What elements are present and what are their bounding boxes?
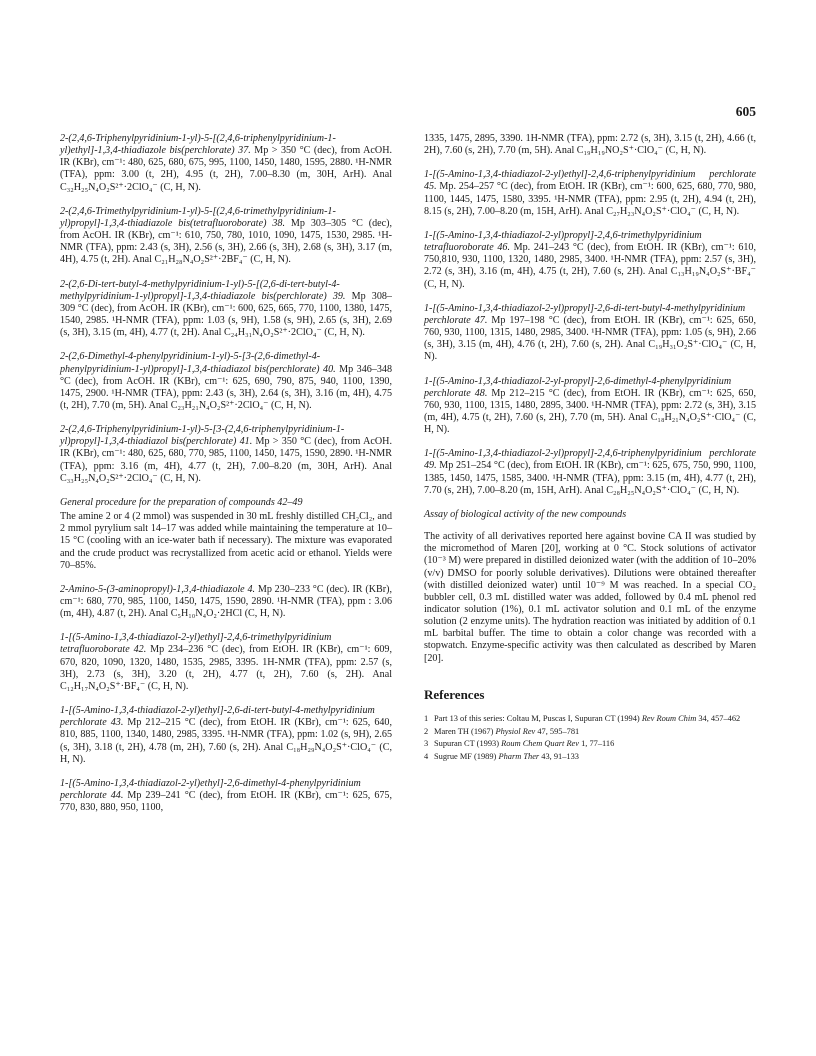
compound-name: 1-[(5-Amino-1,3,4-thiadiazol-2-yl-propyl]-2,6-dimethyl-4-phenylpyridinium perchlorate 48. [424, 375, 732, 399]
compound-entry [60, 705, 392, 766]
compound-name: 2-Amino-5-(3-aminopropyl)-1,3,4-thiadiazole 4. [60, 583, 256, 595]
assay-heading: Assay of biological activity of the new compounds [424, 508, 627, 520]
compound-data: Mp 308–309 °C (dec), from AcOH. IR (KBr), cm⁻¹: 600, 625, 665, 770, 1100, 1380, 1475, 1540, 2985. ¹H-NMR (TFA), ppm: 1.03 (s, 9H), 1.58 (s, 9H), 2.65 (s, 3H), 2.69 (s, 3H), 3.15 (m, 4H), 4.77 (t, 2H). Anal C₂₄H₃₁N₄O₂S²⁺·2ClO₄⁻ (C, H, N). [60, 290, 392, 339]
compound-data: Mp 230–233 °C (dec). IR (KBr), cm⁻¹: 680, 770, 985, 1100, 1450, 1475, 1590, 2890. ¹H-NMR (TFA), ppm : 3.06 (m, 4H), 4.87 (t, 2H). Anal C₅H₁₀N₄O₂·2HCl (C, H, N). [60, 583, 392, 620]
compound-list-b [60, 584, 392, 815]
reference-authors: Sugrue MF (1989) [434, 751, 499, 761]
reference-journal: Rev Roum Chim [641, 713, 697, 723]
compound-entry [424, 448, 756, 497]
reference-item [424, 738, 756, 750]
compound-entry [60, 206, 392, 267]
compound-data: Mp > 350 °C (dec), from AcOH. IR (KBr), cm⁻¹: 480, 625, 680, 675, 995, 1100, 1450, 1480, 1595, 2880. ¹H-NMR (TFA), ppm: 3.00 (t, 2H), 4.95 (t, 2H), 7.00–8.30 (m, 30H, ArH). Anal C₃₂H₂₅N₄O₂S²⁺·2ClO₄⁻ (C, H, N). [60, 145, 393, 193]
compound-data: Mp 239–241 °C (dec), from EtOH. IR (KBr), cm⁻¹: 625, 675, 770, 830, 880, 950, 1100, [60, 790, 392, 814]
compound-entry [424, 169, 756, 218]
reference-number: 2 [424, 726, 429, 736]
compound-data: Mp > 350 °C (dec), from AcOH. IR (KBr), cm⁻¹: 480, 625, 680, 770, 985, 1100, 1450, 1475, 1590, 2890. ¹H-NMR (TFA), ppm: 3.16 (m, 4H), 4.77 (t, 2H), 7.00–8.20 (m, 30H, ArH). Anal C₃₃H₂₅N₄O₂S²⁺·2ClO₄⁻ (C, H, N). [60, 436, 392, 484]
compound-data: Mp 197–198 °C (dec), from EtOH. IR (KBr), cm⁻¹: 625, 650, 760, 930, 1100, 1315, 1480, 2985, 3400. ¹H-NMR (TFA), ppm: 1.05 (s, 9H), 2.66 (s, 3H), 3.15 (m, 4H), 4.76 (t, 2H), 7.60 (s, 2H). Anal C₁₉H₃₁O₂S⁺·ClO₄⁻ (C, H, N). [424, 314, 756, 363]
compound-entry [60, 778, 392, 814]
right-column [424, 133, 756, 763]
compound-name: 1-[(5-Amino-1,3,4-thiadiazol-2-yl)propyl]-2,6-di-tert-butyl-4-methylpyridinium perchlorate 47. [424, 302, 746, 326]
compound-entry [60, 632, 392, 693]
left-column [60, 133, 392, 826]
reference-number: 1 [424, 713, 429, 723]
reference-item [424, 713, 756, 725]
compound-name: 2-(2,4,6-Triphenylpyridinium-1-yl)-5-[3-(2,4,6-triphenylpyridinium-1-yl)propyl]-1,3,4-thiadiazol bis(perchlorate) 41. [60, 424, 345, 448]
reference-authors: Part 13 of this series: Coltau M, Puscas I, Supuran CT (1994) [434, 713, 642, 723]
compound-entry [424, 376, 756, 437]
compound-entry [424, 230, 756, 291]
reference-journal: Pharm Ther [498, 751, 540, 761]
compound-name: 2-(2,4,6-Trimethylpyridinium-1-yl)-5-[(2,4,6-trimethylpyridinium-1-yl)propyl]-1,3,4-thiadiazole bis(tetrafluoroborate) 38. [60, 205, 336, 229]
reference-number: 3 [424, 739, 429, 749]
reference-volume-pages: 43, 91–133 [539, 751, 579, 761]
compound-entry [60, 424, 392, 485]
reference-journal: Roum Chem Quart Rev [501, 739, 579, 749]
continued-entry: 1335, 1475, 2895, 3390. 1H-NMR (TFA), ppm: 2.72 (s, 3H), 3.15 (t, 2H), 4.66 (t, 2H), 7.60 (s, 2H), 7.70 (m, 5H). Anal C₁₉H₁₉NO₂S⁺·ClO₄⁻ (C, H, N). [424, 133, 756, 157]
assay-text: The activity of all derivatives reported here against bovine CA II was studied by the micromethod of Maren [20], working at 0 °C. Stock solutions of activator (10⁻³ M) were prepared in distilled deionized water (with the addition of 10–20% (v/v) DMSO for poorly soluble derivatives). Dilutions were obtained thereafter (with distilled deionized water) until 10⁻⁹ M was reached. In a special CO₂ bubbler cell, 0.3 mL distilled water was added, followed by 0.4 mL phenol red indicator solution (1%), 0.1 mL activator solution and 0.1 mL of the enzyme solution (2 enzyme units). The hydration reaction was initiated by addition of 0.1 mL barbital buffer. The time to obtain a color change was recorded with a stopwatch. Enzyme-specific activity was then calculated as described by Maren [20]. [424, 531, 756, 664]
reference-authors: Supuran CT (1993) [434, 739, 502, 749]
compound-list-a [60, 133, 392, 485]
reference-item [424, 751, 756, 763]
compound-entry [60, 351, 392, 412]
compound-data: Mp 346–348 °C (dec), from AcOH. IR (KBr), cm⁻¹: 625, 690, 790, 875, 940, 1100, 1390, 1475, 2900. ¹H-NMR (TFA), ppm: 2.43 (s, 3H), 2.64 (s, 3H), 3.16 (m, 4H), 4.75 (t, 2H), 7.70 (m, 5H). Anal C₂₃H₂₁N₄O₂S²⁺·2ClO₄⁻ (C, H, N). [60, 363, 392, 411]
compound-name: 2-(2,6-Di-tert-butyl-4-methylpyridinium-1-yl)-5-[(2,6-di-tert-butyl-4-methylpyridinium-1-yl)propyl]-1,3,4-thiadiazole bis(perchlorate) 39. [60, 278, 346, 302]
reference-volume-pages: 34, 457–462 [696, 713, 741, 723]
reference-number: 4 [424, 751, 429, 761]
compound-data: Mp. 254–257 °C (dec), from EtOH. IR (KBr), cm⁻¹: 600, 625, 680, 770, 980, 1100, 1445, 1475, 1580, 3395. ¹H-NMR (TFA), ppm: 2.95 (t, 2H), 4.94 (t, 2H), 8.15 (s, 2H), 7.00–8.20 (m, 15H, ArH). Anal C₂₇H₂₃N₄O₂S⁺·ClO₄⁻ (C, H, N). [424, 181, 756, 217]
compound-data: Mp 251–254 °C (dec), from EtOH. IR (KBr), cm⁻¹: 625, 675, 750, 990, 1100, 1385, 1450, 1475, 1585, 3400. ¹H-NMR (TFA), ppm: 3.15 (m, 4H), 4.77 (t, 2H), 7.70 (s, 2H), 7.00–8.20 (m, 15H, ArH). Anal C₂₈H₂₅N₄O₂S⁺·ClO₄⁻ (C, H, N). [424, 460, 756, 496]
reference-authors: Maren TH (1967) [434, 726, 496, 736]
compound-name: 1-[(5-Amino-1,3,4-thiadiazol-2-yl)ethyl]-2,4,6-trimethylpyridinium tetrafluoroborate 42. [60, 632, 332, 656]
compound-name: 1-[(5-Amino-1,3,4-thiadiazol-2-yl)propyl]-2,4,6-trimethylpyridinium tetrafluoroborate 46. [424, 229, 702, 254]
compound-data: Mp 234–236 °C (dec), from EtOH. IR (KBr), cm⁻¹: 609, 670, 820, 1090, 1320, 1480, 1535, 2985, 3395. 1H-NMR (TFA), ppm: 2.57 (s, 3H), 2.73 (s, 3H), 3.20 (t, 2H), 4.77 (t, 2H), 7.60 (s, 2H). Anal C₁₂H₁₇N₄O₂S⁺·BF₄⁻ (C, H, N). [60, 644, 392, 692]
compound-data: Mp. 241–243 °C (dec), from EtOH. IR (KBr), cm⁻¹: 610, 750,810, 930, 1100, 1320, 1480, 2985, 3400. ¹H-NMR (TFA), ppm: 2.57 (s, 3H), 2.72 (s, 3H), 3.16 (m, 4H), 4.75 (t, 2H), 7.60 (s, 2H). Anal C₁₃H₁₉N₄O₂S⁺·BF₄⁻ (C, H, N). [424, 242, 756, 290]
compound-name: 1-[(5-Amino-1,3,4-thiadiazol-2-yl)propyl]-2,4,6-triphenylpyridinium perchlorate 49. [424, 448, 756, 472]
compound-entry [424, 303, 756, 364]
compound-name: 1-[(5-Amino-1,3,4-thiadiazol-2-yl)ethyl]-2,4,6-triphenylpyridinium perchlorate 45. [424, 169, 756, 193]
references-list [424, 713, 756, 762]
compound-data: Mp 212–215 °C (dec), from EtOH. IR (KBr), cm⁻¹: 625, 650, 760, 930, 1100, 1315, 1480, 2895, 3400. ¹H-NMR (TFA), ppm: 2.72 (s, 3H), 3.15 (m, 4H), 4.75 (t, 2H), 7.60 (s, 2H), 7.70 (m, 5H). Anal C₁₈H₂₁N₄O₂S⁺·ClO₄⁻ (C, H, N). [424, 387, 756, 436]
references-heading: References [424, 686, 485, 702]
compound-name: 1-[(5-Amino-1,3,4-thiadiazol-2-yl)ethyl]-2,6-dimethyl-4-phenylpyridinium perchlorate 44. [60, 777, 361, 802]
compound-entry [60, 584, 392, 620]
compound-data: Mp 303–305 °C (dec), from AcOH. IR (KBr), cm⁻¹: 610, 750, 780, 1010, 1090, 1475, 1530, 2985. ¹H-NMR (TFA), ppm: 2.43 (s, 3H), 2.56 (s, 3H), 2.66 (s, 3H), 2.68 (s, 3H), 3.17 (m, 4H), 4.75 (t, 2H). Anal C₂₁H₂₈N₄O₂S²⁺·2BF₄⁻ (C, H, N). [60, 217, 392, 266]
reference-journal: Physiol Rev [495, 726, 536, 736]
page-number: 605 [735, 104, 756, 119]
compound-name: 2-(2,6-Dimethyl-4-phenylpyridinium-1-yl)-5-[3-(2,6-dimethyl-4-phenylpyridinium-1-yl)propyl]-1,3,4-thiadiazol bis(perchlorate) 40. [60, 351, 336, 375]
reference-volume-pages: 47, 595–781 [535, 726, 580, 736]
reference-volume-pages: 1, 77–116 [579, 739, 615, 749]
compound-name: 1-[(5-Amino-1,3,4-thiadiazol-2-yl)ethyl]-2,6-di-tert-butyl-4-methylpyridinium perchlorate 43. [60, 705, 375, 729]
compound-entry [60, 279, 392, 340]
general-procedure-heading: General procedure for the preparation of compounds 42–49 [60, 496, 303, 508]
compound-list-c [424, 169, 756, 497]
compound-name: 2-(2,4,6-Triphenylpyridinium-1-yl)-5-[(2,4,6-triphenylpyridinium-1-yl)ethyl]-1,3,4-thiadiazole bis(perchlorate) 37. [60, 133, 336, 157]
compound-data: Mp 212–215 °C (dec), from EtOH. IR (KBr), cm⁻¹: 625, 640, 810, 885, 1100, 1340, 1480, 2985, 3395. ¹H-NMR (TFA), ppm: 1.02 (s, 9H), 2.65 (s, 3H), 3.18 (t, 2H), 4.78 (m, 2H), 7.60 (s, 2H). Anal C₁₈H₂₉N₄O₂S⁺·ClO₄⁻ (C, H, N). [60, 717, 392, 765]
reference-item [424, 726, 756, 738]
general-procedure [60, 497, 392, 572]
general-procedure-text: The amine 2 or 4 (2 mmol) was suspended in 30 mL freshly distilled CH₂Cl₂, and 2 mmol pyrylium salt 14–17 was added while maintaining the temperature at 10–15 °C (cooling with an ice-water bath if necessary). The mixture was evaporated and the crude product was recrystallized from acetic acid or ethanol. Yields were 70–85%. [60, 511, 392, 571]
compound-entry [60, 133, 392, 194]
